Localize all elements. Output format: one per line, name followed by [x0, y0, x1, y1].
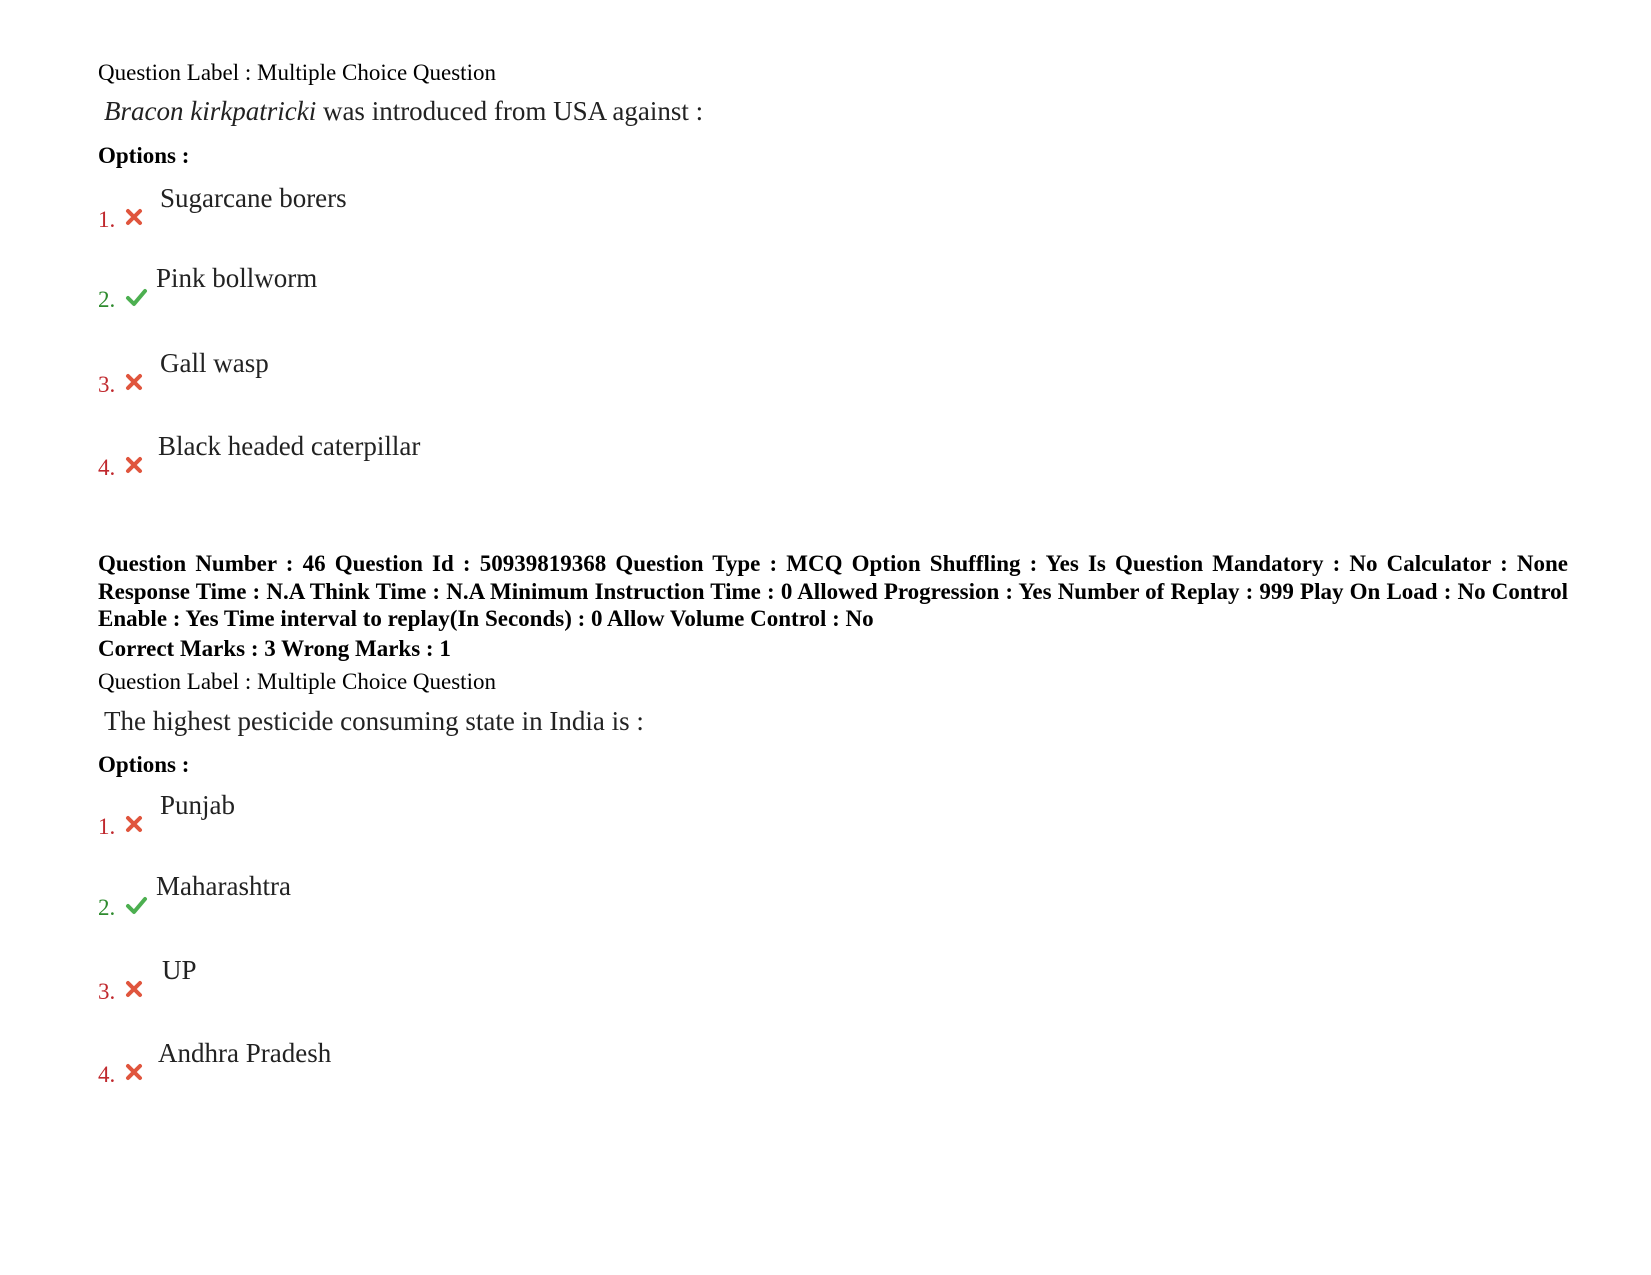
option-number: 2. — [98, 287, 116, 312]
cross-icon — [124, 207, 144, 227]
option-item — [98, 871, 998, 921]
option-number: 1. — [98, 207, 116, 232]
option-number: 3. — [98, 372, 116, 397]
marks-info: Correct Marks : 3 Wrong Marks : 1 — [98, 636, 451, 661]
option-item — [98, 431, 998, 481]
cross-icon — [124, 455, 144, 475]
question-text-italic: Bracon kirkpatricki — [104, 96, 317, 126]
option-number: 4. — [98, 1062, 116, 1087]
question-text-rest: was introduced from USA against : — [316, 96, 704, 126]
option-number: 3. — [98, 979, 116, 1004]
option-number: 1. — [98, 814, 116, 839]
option-item — [98, 183, 998, 233]
question-text: The highest pesticide consuming state in India is : — [104, 706, 644, 736]
question-label: Question Label : Multiple Choice Question — [98, 60, 496, 85]
option-item — [98, 955, 998, 1005]
cross-icon — [124, 814, 144, 834]
option-text: Black headed caterpillar — [158, 431, 421, 461]
option-text: Pink bollworm — [156, 263, 318, 293]
check-icon — [124, 287, 148, 307]
check-icon — [124, 895, 148, 915]
option-text: Andhra Pradesh — [158, 1038, 332, 1068]
cross-icon — [124, 372, 144, 392]
option-item — [98, 348, 998, 398]
cross-icon — [124, 979, 144, 999]
question-label: Question Label : Multiple Choice Question — [98, 669, 496, 694]
option-text: Maharashtra — [156, 871, 291, 901]
question-text — [104, 96, 703, 127]
options-heading: Options : — [98, 143, 190, 168]
options-heading: Options : — [98, 752, 190, 777]
option-text: UP — [162, 955, 197, 985]
option-item — [98, 263, 998, 313]
option-text: Punjab — [160, 790, 236, 820]
option-text: Sugarcane borers — [160, 183, 347, 213]
option-text: Gall wasp — [160, 348, 269, 378]
option-number: 4. — [98, 455, 116, 480]
option-number: 2. — [98, 895, 116, 920]
question-metadata: Question Number : 46 Question Id : 50939819368 Question Type : MCQ Option Shuffling : Yes Is Question Mandatory : No Calculator : None Response Time : N.A Think Time : N.A Minimum Instruction Time : 0 Allowed Progression : Yes Number of Replay : 999 Play On Load : No Control Enable : Yes Time interval to replay(In Seconds) : 0 Allow Volume Control : No — [98, 551, 1568, 631]
cross-icon — [124, 1062, 144, 1082]
option-item — [98, 1038, 998, 1088]
option-item — [98, 790, 998, 840]
